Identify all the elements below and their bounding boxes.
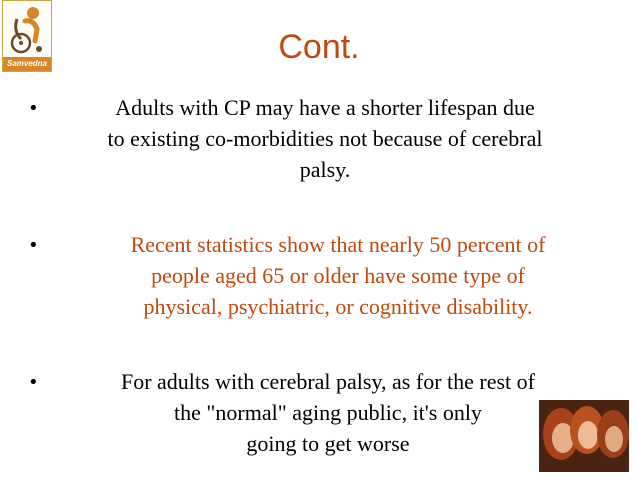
bullet-marker: • [28, 235, 39, 256]
aging-women-photo-icon [539, 400, 629, 472]
bullet-line: For adults with cerebral palsy, as for the rest of [120, 369, 535, 394]
bullet-line: to existing co-morbidities not because of cerebral [107, 126, 543, 151]
bullet-line: going to get worse [246, 431, 410, 456]
bullet-line: Adults with CP may have a shorter lifespan due [115, 95, 535, 120]
logo-label: Samvedna [3, 57, 51, 71]
bullet-line: Recent statistics show that nearly 50 percent of [130, 232, 546, 257]
bullet-marker: • [28, 98, 39, 119]
slide-title: Cont. [278, 28, 360, 66]
bullet-line: people aged 65 or older have some type of [151, 263, 525, 288]
bullet-item-aging [38, 366, 618, 459]
bullet-item-statistics [58, 229, 618, 322]
aging-women-photo [539, 400, 629, 472]
bullet-marker: • [28, 372, 39, 393]
bullet-line: the "normal" aging public, it's only [174, 400, 482, 425]
bullet-line: palsy. [299, 157, 351, 182]
bullet-item-lifespan [40, 92, 610, 185]
bullet-line: physical, psychiatric, or cognitive disability. [143, 294, 533, 319]
